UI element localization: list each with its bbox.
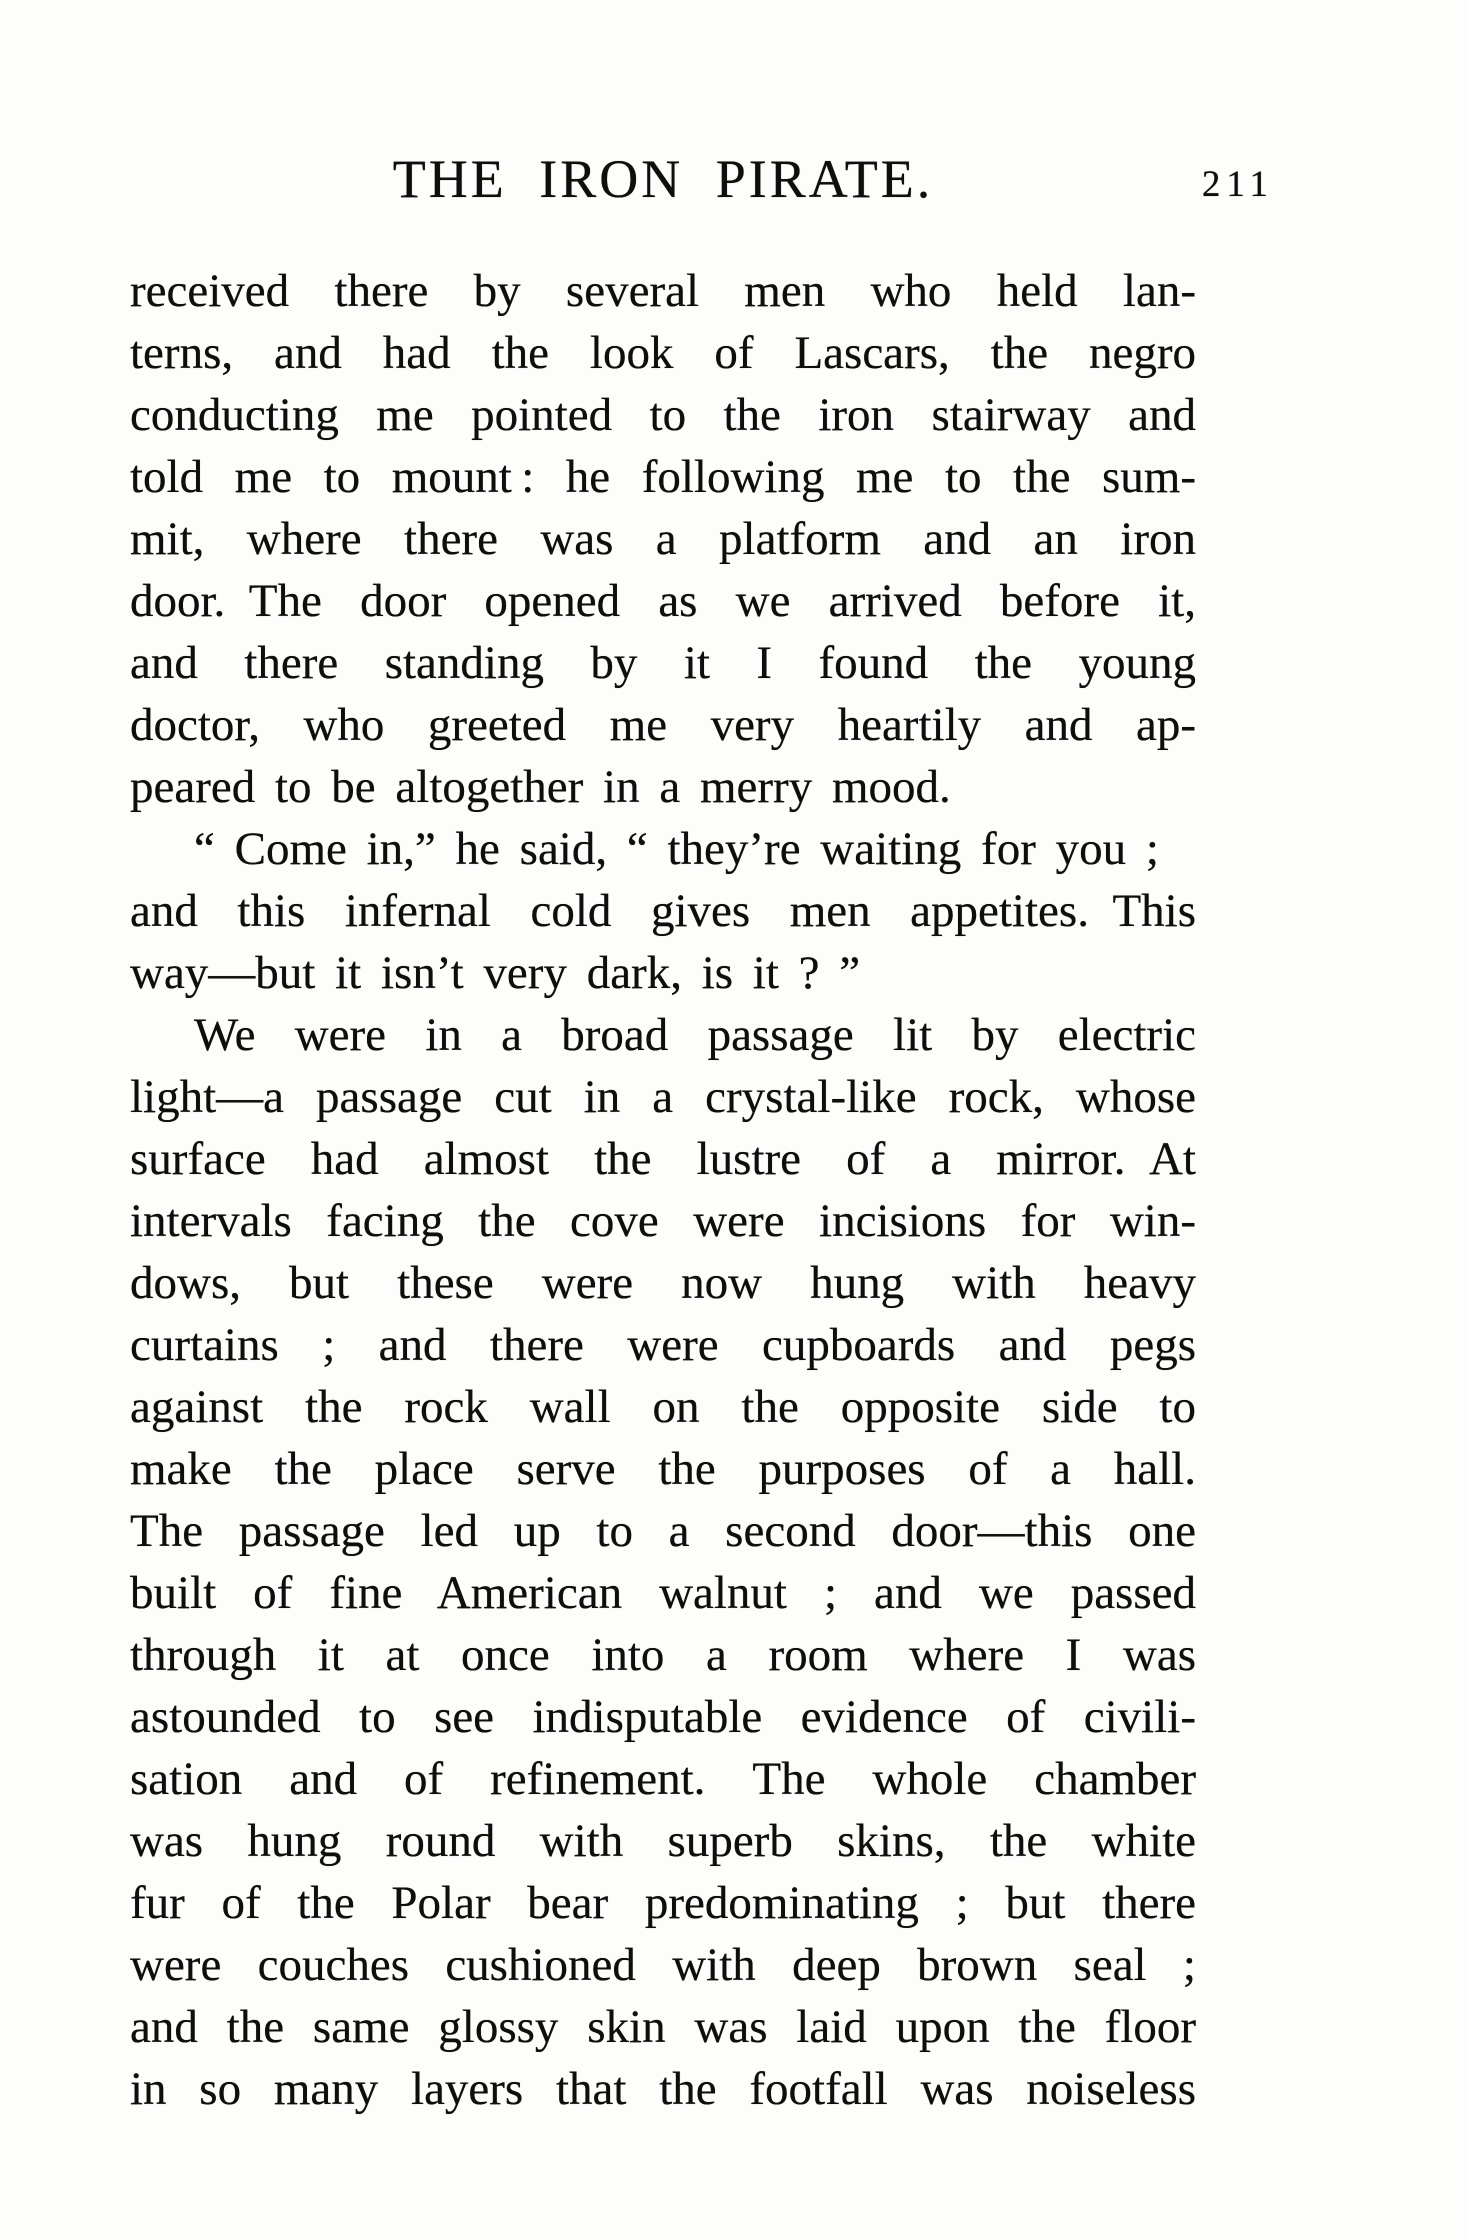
text-line: built of fine American walnut ; and we passed <box>130 1567 1196 1619</box>
text-line: was hung round with superb skins, the white <box>130 1815 1196 1867</box>
text-line: surface had almost the lustre of a mirror. At <box>130 1133 1196 1185</box>
text-line: “ Come in,” he said, “ they’re waiting for you ; <box>194 823 1159 875</box>
running-title: THE IRON PIRATE. <box>392 149 934 209</box>
text-line: and the same glossy skin was laid upon the floor <box>130 2001 1196 2053</box>
text-line: conducting me pointed to the iron stairway and <box>130 389 1196 441</box>
text-block <box>130 260 1196 2120</box>
text-line: received there by several men who held lan- <box>130 265 1196 317</box>
page-number: 211 <box>1201 164 1274 205</box>
text-line: through it at once into a room where I was <box>130 1629 1196 1681</box>
text-line: peared to be altogether in a merry mood. <box>130 761 951 813</box>
text-line: door. The door opened as we arrived before it, <box>130 575 1196 627</box>
text-line: doctor, who greeted me very heartily and ap- <box>130 699 1196 751</box>
text-line: light—a passage cut in a crystal-like rock, whose <box>130 1071 1196 1123</box>
text-line: told me to mount : he following me to the sum- <box>130 451 1196 503</box>
text-line: and this infernal cold gives men appetites. This <box>130 885 1196 937</box>
text-line: way—but it isn’t very dark, is it ? ” <box>130 947 861 999</box>
text-line: and there standing by it I found the young <box>130 637 1196 689</box>
text-line: fur of the Polar bear predominating ; but there <box>130 1877 1196 1929</box>
text-line: The passage led up to a second door—this one <box>130 1505 1196 1557</box>
text-line: dows, but these were now hung with heavy <box>130 1257 1196 1309</box>
page-header <box>130 149 1274 212</box>
text-line: against the rock wall on the opposite side to <box>130 1381 1196 1433</box>
text-line: intervals facing the cove were incisions for win- <box>130 1195 1196 1247</box>
text-line: astounded to see indisputable evidence of civili- <box>130 1691 1196 1743</box>
text-line: sation and of refinement. The whole chamber <box>130 1753 1196 1805</box>
text-line: in so many layers that the footfall was noiseless <box>130 2063 1196 2115</box>
text-line: curtains ; and there were cupboards and pegs <box>130 1319 1196 1371</box>
text-line: were couches cushioned with deep brown seal ; <box>130 1939 1196 1991</box>
text-line: We were in a broad passage lit by electric <box>194 1009 1196 1061</box>
text-line: mit, where there was a platform and an iron <box>130 513 1196 565</box>
text-line: make the place serve the purposes of a hall. <box>130 1443 1196 1495</box>
text-line: terns, and had the look of Lascars, the negro <box>130 327 1196 379</box>
